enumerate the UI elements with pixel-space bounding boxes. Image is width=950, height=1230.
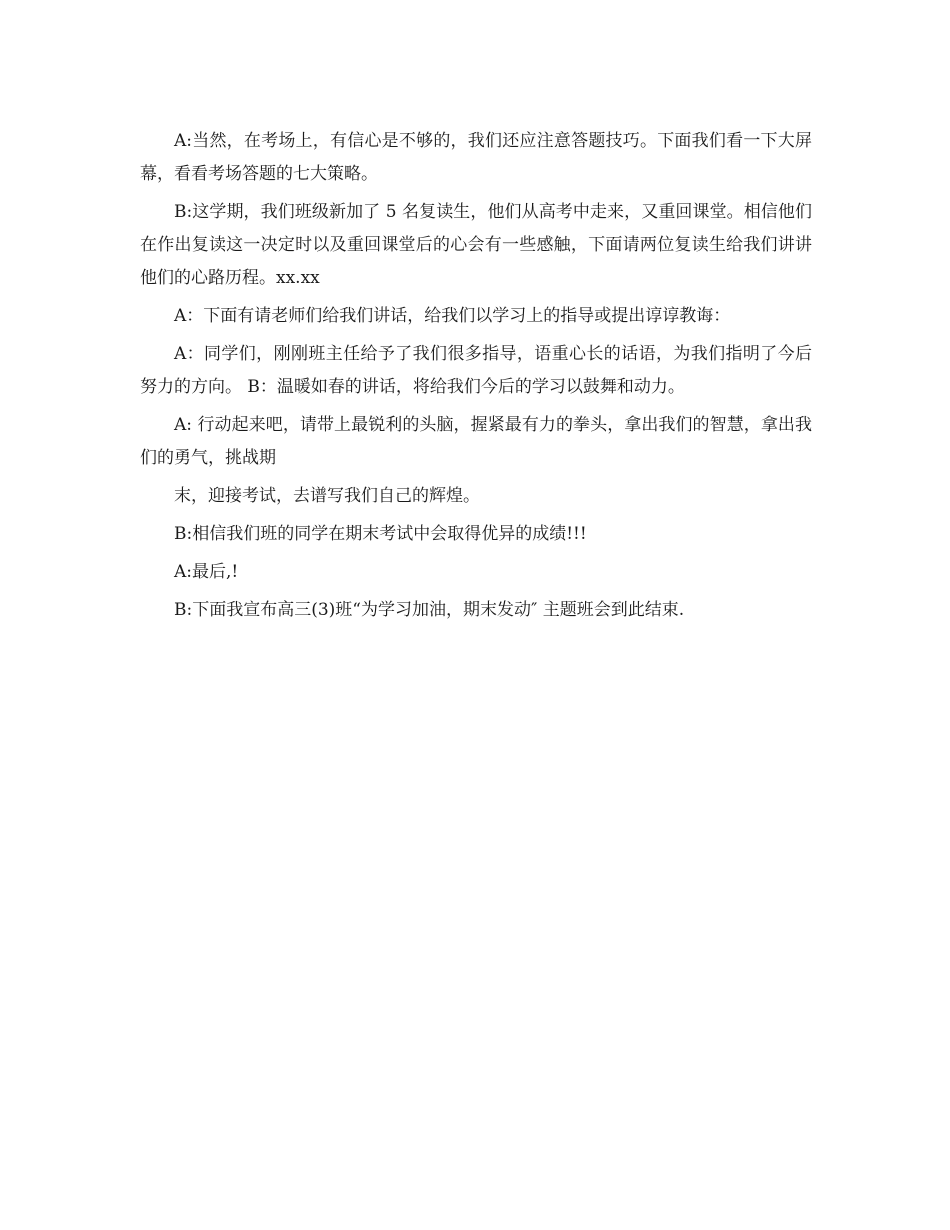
paragraph-call-to-action: A: 行动起来吧，请带上最锐利的头脑，握紧最有力的拳头，拿出我们的智慧，拿出我们的勇气，挑战期	[140, 415, 812, 468]
paragraph-call-to-action-continued: 末，迎接考试，去谱写我们自己的辉煌。	[174, 486, 480, 506]
paragraph-closing: B:下面我宣布高三(3)班“为学习加油，期末发动″ 主题班会到此结束.	[174, 600, 685, 620]
paragraph-confidence: B:相信我们班的同学在期末考试中会取得优异的成绩!!!	[174, 524, 587, 544]
paragraph-exam-strategy: A:当然，在考场上，有信心是不够的，我们还应注意答题技巧。下面我们看一下大屏幕，看看考场答题的七大策略。	[140, 131, 812, 184]
paragraph-teacher-speech-intro: A：下面有请老师们给我们讲话，给我们以学习上的指导或提出谆谆教诲：	[174, 306, 731, 326]
paragraph-repeat-students: B:这学期，我们班级新加了 5 名复读生，他们从高考中走来，又重回课堂。相信他们在作出复读这一决定时以及重回课堂后的心会有一些感触，下面请两位复读生给我们讲讲他们的心路历程。xx.xx	[140, 202, 812, 288]
paragraph-teacher-speech-thanks: A：同学们，刚刚班主任给予了我们很多指导，语重心长的话语，为我们指明了今后努力的方向。 B：温暖如春的讲话，将给我们今后的学习以鼓舞和动力。	[140, 344, 812, 397]
document-body	[140, 125, 812, 632]
paragraph-finally: A:最后,!	[174, 562, 239, 582]
